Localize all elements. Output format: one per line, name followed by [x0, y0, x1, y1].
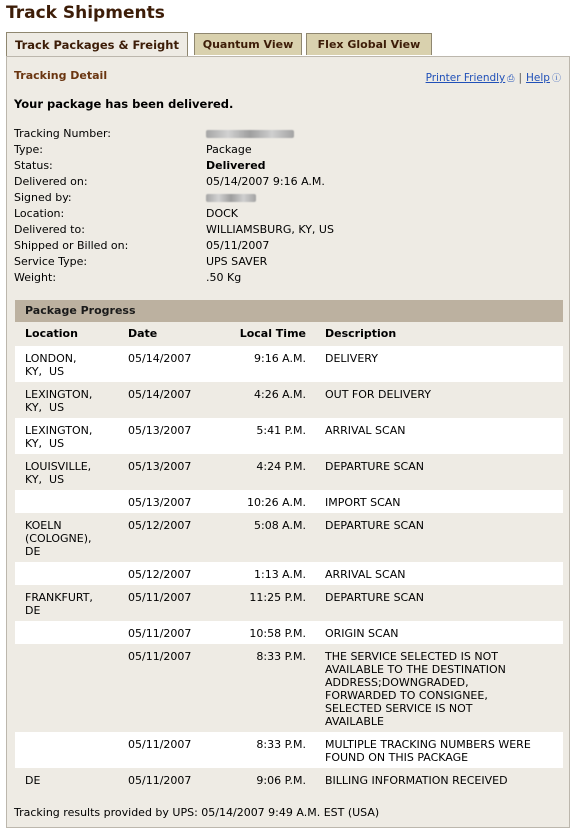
detail-label: Service Type: — [14, 255, 88, 268]
detail-value: Package — [206, 143, 252, 156]
detail-row-delivered-to — [14, 222, 554, 238]
cell-location: KOELN (COLOGNE), DE — [25, 519, 92, 558]
cell-description: BILLING INFORMATION RECEIVED — [325, 774, 508, 787]
detail-row-tracking-number — [14, 126, 554, 142]
cell-description: ARRIVAL SCAN — [325, 568, 406, 581]
section-title: Tracking Detail — [14, 69, 108, 82]
detail-value: WILLIAMSBURG, KY, US — [206, 223, 334, 236]
cell-description: OUT FOR DELIVERY — [325, 388, 431, 401]
table-row — [15, 732, 563, 768]
detail-label: Weight: — [14, 271, 57, 284]
detail-row-delivered-on — [14, 174, 554, 190]
table-row — [15, 418, 563, 454]
top-links — [426, 71, 561, 84]
cell-date: 05/12/2007 — [128, 519, 192, 532]
detail-value: UPS SAVER — [206, 255, 268, 268]
column-header-date: Date — [128, 327, 158, 340]
table-row — [15, 382, 563, 418]
cell-local-time: 9:16 A.M. — [253, 352, 306, 365]
cell-location: DE — [25, 774, 41, 787]
cell-location: LONDON, KY, US — [25, 352, 77, 378]
cell-location: FRANKFURT, DE — [25, 591, 93, 617]
printer-icon[interactable]: ⎙ — [507, 74, 515, 84]
cell-date: 05/11/2007 — [128, 591, 192, 604]
cell-description: IMPORT SCAN — [325, 496, 401, 509]
tracking-number-value — [206, 126, 294, 142]
cell-local-time: 8:33 P.M. — [256, 650, 306, 663]
detail-row-status — [14, 158, 554, 174]
detail-value: 05/11/2007 — [206, 239, 270, 252]
printer-friendly-link[interactable]: Printer Friendly — [425, 72, 506, 84]
detail-label: Type: — [14, 143, 43, 156]
redacted-tracking-number — [206, 130, 294, 138]
cell-description: DELIVERY — [325, 352, 378, 365]
package-progress-table — [15, 300, 563, 791]
detail-label: Signed by: — [14, 191, 72, 204]
column-header-location: Location — [25, 327, 78, 340]
cell-description: MULTIPLE TRACKING NUMBERS WERE FOUND ON THIS PACKAGE — [325, 738, 531, 764]
cell-date: 05/13/2007 — [128, 424, 192, 437]
cell-date: 05/12/2007 — [128, 568, 192, 581]
detail-row-signed-by — [14, 190, 554, 206]
table-row — [15, 513, 563, 562]
cell-date: 05/11/2007 — [128, 774, 192, 787]
cell-local-time: 11:25 P.M. — [249, 591, 306, 604]
detail-label: Location: — [14, 207, 65, 220]
cell-date: 05/13/2007 — [128, 460, 192, 473]
table-row — [15, 621, 563, 644]
cell-local-time: 1:13 A.M. — [253, 568, 306, 581]
cell-local-time: 5:41 P.M. — [256, 424, 306, 437]
detail-label: Shipped or Billed on: — [14, 239, 129, 252]
detail-value: .50 Kg — [206, 271, 242, 284]
tab-flex-global-view[interactable]: Flex Global View — [306, 33, 432, 55]
cell-location: LEXINGTON, KY, US — [25, 388, 93, 414]
table-row — [15, 490, 563, 513]
signed-by-value — [206, 190, 256, 206]
detail-label: Delivered to: — [14, 223, 85, 236]
cell-local-time: 10:58 P.M. — [249, 627, 306, 640]
tab-track-packages[interactable]: Track Packages & Freight — [6, 32, 188, 57]
column-header-local-time: Local Time — [239, 327, 306, 340]
cell-local-time: 9:06 P.M. — [256, 774, 306, 787]
cell-local-time: 8:33 P.M. — [256, 738, 306, 751]
cell-description: ARRIVAL SCAN — [325, 424, 406, 437]
cell-date: 05/11/2007 — [128, 627, 192, 640]
detail-row-location — [14, 206, 554, 222]
tab-quantum-view[interactable]: Quantum View — [194, 33, 302, 55]
table-header-row — [15, 322, 563, 346]
help-link[interactable]: Help — [526, 72, 550, 84]
detail-label: Tracking Number: — [14, 127, 111, 140]
table-row — [15, 346, 563, 382]
table-row — [15, 562, 563, 585]
cell-date: 05/13/2007 — [128, 496, 192, 509]
cell-date: 05/11/2007 — [128, 738, 192, 751]
detail-row-weight — [14, 270, 554, 286]
cell-date: 05/11/2007 — [128, 650, 192, 663]
tracking-results-footer: Tracking results provided by UPS: 05/14/2007 9:49 A.M. EST (USA) — [14, 806, 380, 819]
page-title: Track Shipments — [6, 3, 165, 23]
detail-label: Status: — [14, 159, 53, 172]
cell-local-time: 4:24 P.M. — [256, 460, 306, 473]
cell-location: LOUISVILLE, KY, US — [25, 460, 92, 486]
cell-date: 05/14/2007 — [128, 352, 192, 365]
cell-location: LEXINGTON, KY, US — [25, 424, 93, 450]
link-separator: | — [518, 72, 523, 84]
column-header-description: Description — [325, 327, 397, 340]
detail-row-service-type — [14, 254, 554, 270]
cell-date: 05/14/2007 — [128, 388, 192, 401]
table-row — [15, 644, 563, 732]
detail-value: DOCK — [206, 207, 239, 220]
cell-local-time: 5:08 A.M. — [253, 519, 306, 532]
cell-description: ORIGIN SCAN — [325, 627, 399, 640]
package-progress-title: Package Progress — [15, 300, 563, 322]
detail-value: 05/14/2007 9:16 A.M. — [206, 175, 325, 188]
detail-label: Delivered on: — [14, 175, 88, 188]
detail-fields — [14, 126, 554, 286]
delivered-message: Your package has been delivered. — [14, 97, 234, 111]
cell-local-time: 10:26 A.M. — [246, 496, 306, 509]
cell-local-time: 4:26 A.M. — [253, 388, 306, 401]
table-row — [15, 585, 563, 621]
table-row — [15, 454, 563, 490]
tracking-detail-panel — [6, 56, 570, 828]
cell-description: THE SERVICE SELECTED IS NOT AVAILABLE TO THE DESTINATION ADDRESS;DOWNGRADED, FORWARDED TO CONSIGNEE, SELECTED SERVICE IS NOT AVAILABLE — [325, 650, 506, 728]
help-icon[interactable]: ⓘ — [551, 74, 561, 84]
status-value: Delivered — [206, 159, 266, 172]
table-row — [15, 768, 563, 791]
cell-description: DEPARTURE SCAN — [325, 519, 424, 532]
cell-description: DEPARTURE SCAN — [325, 460, 424, 473]
table-body — [15, 346, 563, 791]
redacted-signature — [206, 194, 256, 202]
detail-row-type — [14, 142, 554, 158]
detail-row-shipped-on — [14, 238, 554, 254]
cell-description: DEPARTURE SCAN — [325, 591, 424, 604]
